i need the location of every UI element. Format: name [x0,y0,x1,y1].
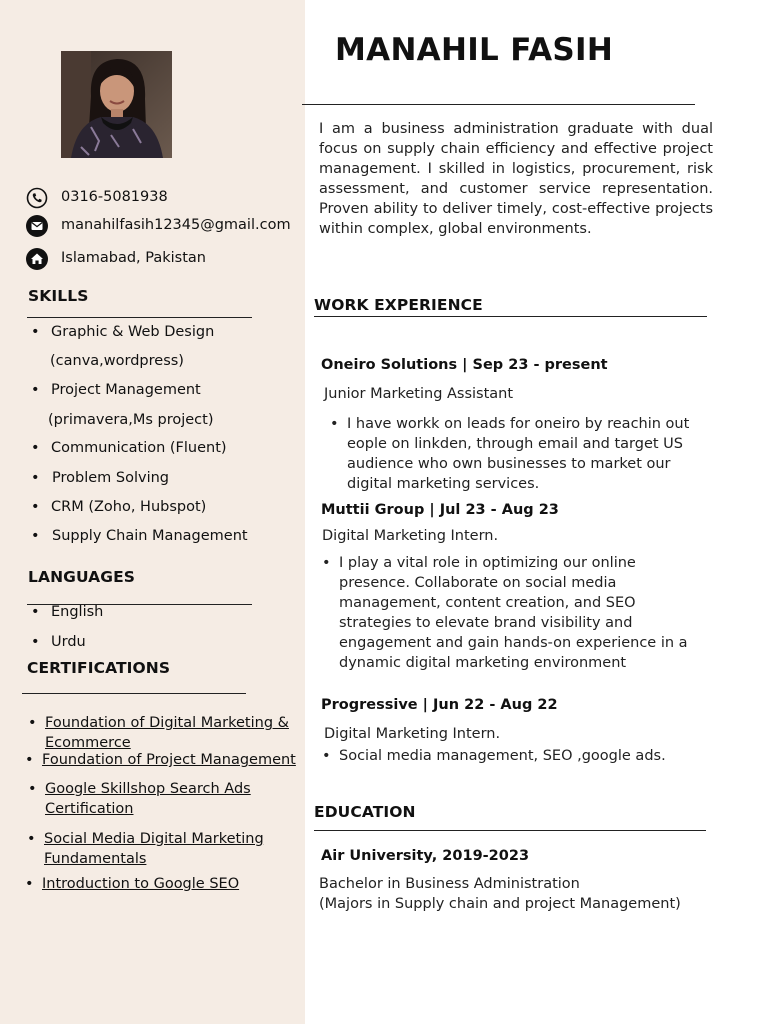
certifications-heading: CERTIFICATIONS [27,659,171,677]
job-header: Progressive | Jun 22 - Aug 22 [321,697,558,713]
job-header: Muttii Group | Jul 23 - Aug 23 [321,502,559,518]
skill-item-detail: (canva,wordpress) [50,353,184,369]
job-bullet: • I play a vital role in optimizing our online presence. Collaborate on social media management, content creation, and SEO strategies to elevate brand visibility and engagement and gain hands-on experience in a dynamic digital marketing environment [322,555,688,671]
home-icon [26,248,48,270]
languages-heading: LANGUAGES [28,568,136,586]
education-school: Air University, 2019-2023 [321,848,530,864]
skill-item-detail: (primavera,Ms project) [48,412,214,428]
email-address[interactable]: manahilfasih12345@gmail.com [61,217,291,233]
education-majors: (Majors in Supply chain and project Management) [319,896,681,912]
phone-icon [26,187,48,209]
education-divider [314,830,706,831]
work-experience-heading: WORK EXPERIENCE [314,296,483,314]
name-divider [302,104,695,105]
candidate-name: MANAHIL FASIH [335,32,614,68]
profile-summary: I am a business administration graduate with dual focus on supply chain efficiency and effective project management. I skilled in logistics, procurement, risk assessment, and customer service representation. Proven ability to deliver timely, cost-effective projects within complex, global environments. [319,121,713,237]
job-bullet: • I have workk on leads for oneiro by reachin out eople on linkden, through email and target US audience who own businesses to market our digital marketing services. [330,416,690,492]
job-role: Junior Marketing Assistant [324,386,514,402]
email-icon [26,215,48,237]
education-degree: Bachelor in Business Administration [319,876,580,892]
skills-divider [27,317,252,318]
certifications-divider [22,693,246,694]
job-header: Oneiro Solutions | Sep 23 - present [321,357,608,373]
phone-number[interactable]: 0316-5081938 [61,189,168,205]
location: Islamabad, Pakistan [61,250,206,266]
education-heading: EDUCATION [314,803,416,821]
work-experience-divider [314,316,707,317]
skills-heading: SKILLS [28,287,89,305]
job-role: Digital Marketing Intern. [324,726,501,742]
job-role: Digital Marketing Intern. [322,528,499,544]
profile-photo [61,51,172,158]
job-bullet: • Social media management, SEO ,google ads. [322,748,666,764]
